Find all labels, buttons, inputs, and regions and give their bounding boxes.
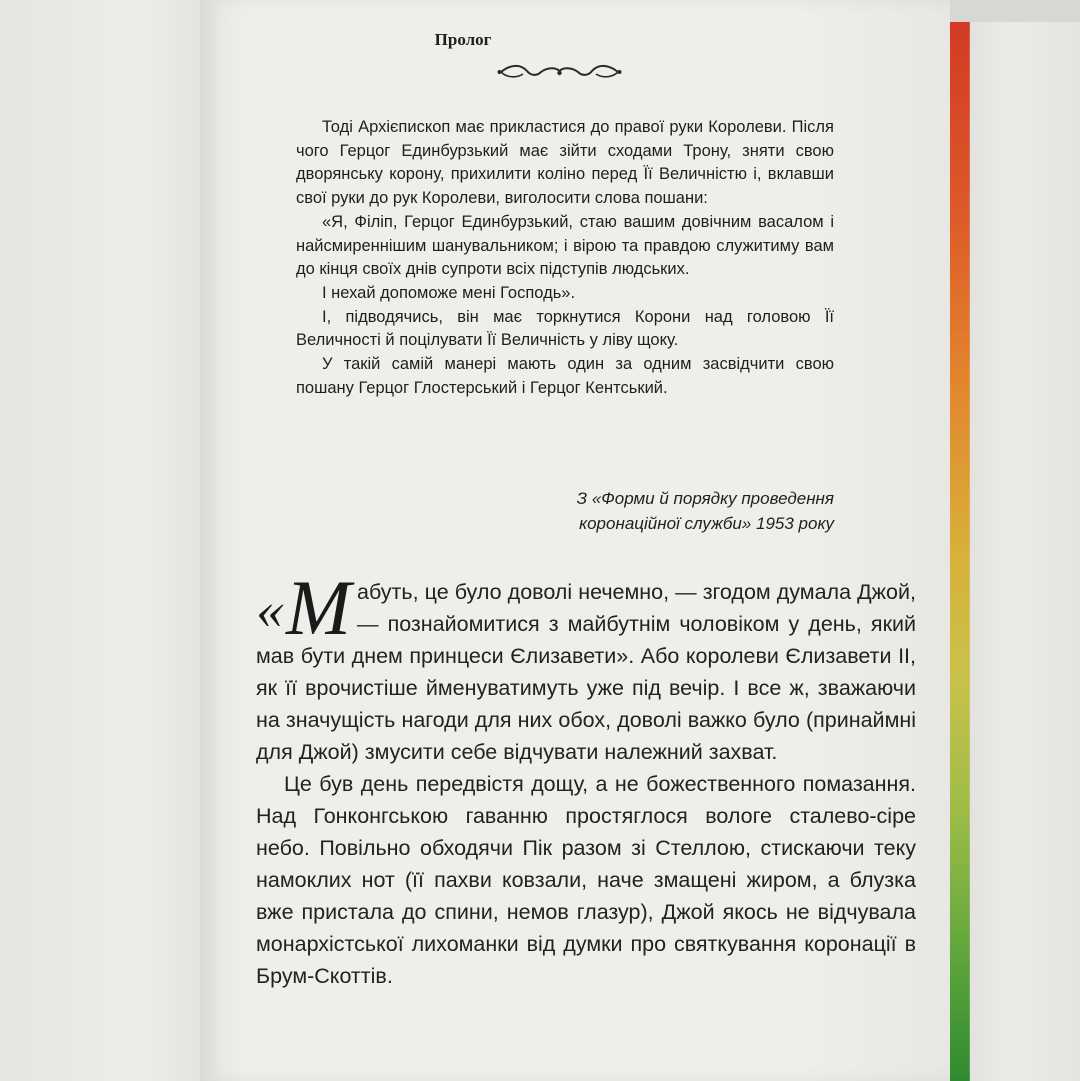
epigraph-quote: «Я, Філіп, Герцог Единбурзький, стаю вашим довічним васалом і найсмиреннішим шанувальником; і вірою та правдою служитиму вам до кінця своїх днів супроти всіх підступів людських.	[296, 212, 834, 279]
epigraph-source	[470, 486, 834, 536]
previous-page	[0, 0, 200, 1081]
chapter-title: Пролог	[434, 30, 492, 49]
body-paragraph-text: абуть, це було доволі нечемно, — згодом думала Джой, — познайомитися з майбутнім чоловіком у день, який мав бути днем принцеси Єлизавети». Або королеви Єлизавети II, як її врочистіше йменуватимуть уже під вечір. І все ж, зважаючи на значущість нагоди для них обох, доволі важко було (принаймні для Джой) змусити себе відчувати належний захват.	[256, 580, 916, 764]
epigraph-paragraph: Тоді Архієпископ має прикластися до правої руки Королеви. Після чого Герцог Единбурзький має зійти сходами Трону, зняти свою дворянську корону, прихилити коліно перед Її Величністю і, вклавши свої руки до рук Королеви, виголосити слова пошани:	[296, 118, 834, 208]
chapter-body	[256, 564, 916, 992]
next-page-edge	[969, 22, 1080, 1081]
drop-cap-letter: М	[286, 564, 351, 651]
drop-cap	[256, 564, 351, 651]
ornament-divider-icon	[497, 62, 622, 82]
epigraph	[296, 116, 834, 400]
epigraph-quote-end: І нехай допоможе мені Господь».	[322, 283, 576, 302]
epigraph-paragraph: І, підводячись, він має торкнутися Корони над головою Її Величності й поцілувати Її Величність у ліву щоку.	[296, 307, 834, 350]
epigraph-paragraph: У такій самій манері мають один за одним засвідчити свою пошану Герцог Глостерський і Герцог Кентський.	[296, 355, 834, 397]
epigraph-source-line: коронаційної служби» 1953 року	[579, 514, 834, 533]
epigraph-source-line: З «Форми й порядку проведення	[576, 489, 834, 508]
body-paragraph	[256, 564, 916, 768]
body-paragraph: Це був день передвістя дощу, а не божественного помазання. Над Гонконгською гаванню простяглося вологе сталево-сіре небо. Повільно обходячи Пік разом зі Стеллою, стискаючи теку намоклих нот (її пахви ковзали, наче змащені жиром, а блузка вже пристала до спини, немов глазур), Джой якось не відчувала монархістської лихоманки від думки про святкування коронації в Брум-Скоттів.	[256, 772, 916, 988]
drop-cap-quote: «	[256, 579, 284, 641]
